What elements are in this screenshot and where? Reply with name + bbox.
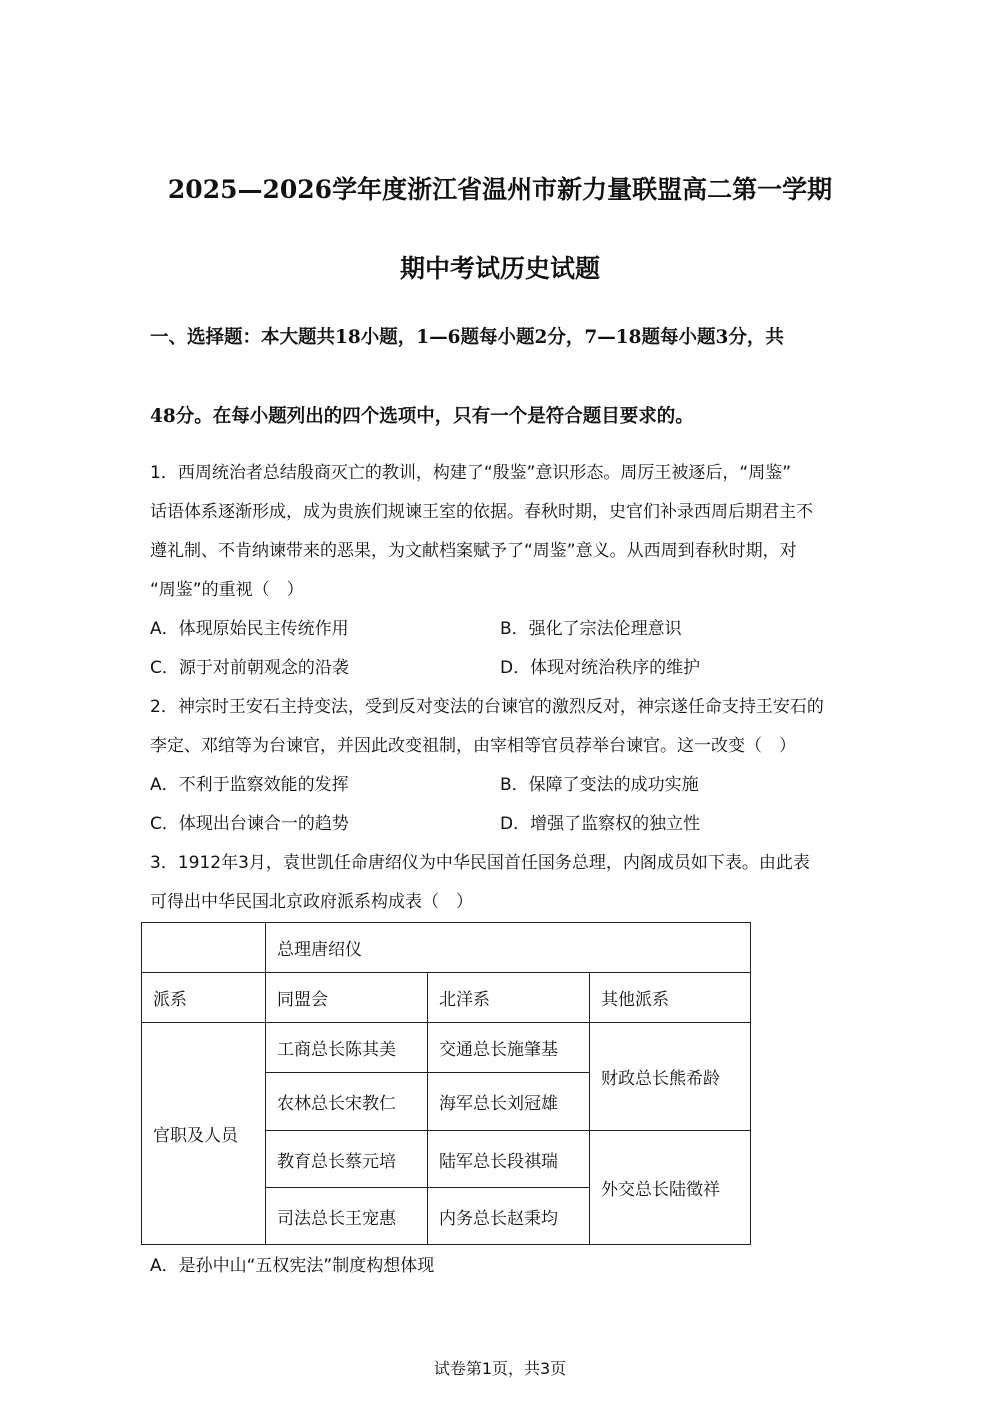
exam-title-line2: 期中考试历史试题 [399, 254, 600, 283]
q2-stem-line1: 2．神宗时王安石主持变法，受到反对变法的台谏官的激烈反对，神宗遂任命支持王安石的 [150, 697, 824, 717]
q1-stem-line2: 话语体系逐渐形成，成为贵族们规谏王室的依据。春秋时期，史官们补录西周后期君主不 [150, 502, 813, 522]
tongmenghui-member: 工商总长陈其美 [266, 1023, 428, 1073]
tongmenghui-member: 农林总长宋教仁 [266, 1073, 428, 1131]
beiyang-member: 陆军总长段祺瑞 [428, 1131, 590, 1188]
q1-option-c: C．源于对前朝观念的沿袭 [150, 658, 349, 678]
q1-option-b: B．强化了宗法伦理意识 [500, 619, 682, 639]
tongmenghui-member: 司法总长王宠惠 [266, 1188, 428, 1245]
q1-stem-line1: 1．西周统治者总结殷商灭亡的教训，构建了“殷鉴”意识形态。周厉王被逐后，“周鉴” [150, 463, 792, 483]
posts-label-cell: 官职及人员 [142, 1023, 266, 1245]
q2-option-a: A．不利于监察效能的发挥 [150, 775, 349, 795]
section-header-line2: 48分。在每小题列出的四个选项中，只有一个是符合题目要求的。 [150, 406, 694, 427]
q3-stem-line1: 3．1912年3月，袁世凯任命唐绍仪为中华民国首任国务总理，内阁成员如下表。由此表 [150, 853, 810, 873]
beiyang-member: 交通总长施肇基 [428, 1023, 590, 1073]
others-member: 财政总长熊希龄 [590, 1023, 751, 1131]
table-cell-empty [142, 923, 266, 973]
beiyang-member: 内务总长赵秉均 [428, 1188, 590, 1245]
q1-stem-line3: 遵礼制、不肯纳谏带来的恶果，为文献档案赋予了“周鉴”意义。从西周到春秋时期，对 [150, 541, 797, 561]
premier-cell: 总理唐绍仪 [266, 923, 751, 973]
q1-option-d: D．体现对统治秩序的维护 [500, 658, 701, 678]
tongmenghui-member: 教育总长蔡元培 [266, 1131, 428, 1188]
q2-option-c: C．体现出台谏合一的趋势 [150, 814, 349, 834]
table-row [142, 973, 751, 1023]
faction-tongmenghui: 同盟会 [266, 973, 428, 1023]
cabinet-table [141, 922, 751, 1245]
faction-label-cell: 派系 [142, 973, 266, 1023]
others-member: 外交总长陆徵祥 [590, 1131, 751, 1245]
section-header-line1: 一、选择题：本大题共18小题，1—6题每小题2分，7—18题每小题3分，共 [150, 327, 784, 348]
q1-stem-line4: “周鉴”的重视（ ） [150, 580, 304, 600]
q3-stem-line2: 可得出中华民国北京政府派系构成表（ ） [150, 892, 473, 912]
q3-option-a: A．是孙中山“五权宪法”制度构想体现 [150, 1256, 435, 1276]
q2-option-b: B．保障了变法的成功实施 [500, 775, 699, 795]
faction-others: 其他派系 [590, 973, 751, 1023]
q1-option-a: A．体现原始民主传统作用 [150, 619, 349, 639]
table-row [142, 923, 751, 973]
faction-beiyang: 北洋系 [428, 973, 590, 1023]
page-footer: 试卷第1页，共3页 [433, 1359, 567, 1378]
q2-option-d: D．增强了监察权的独立性 [500, 814, 701, 834]
q2-stem-line2: 李定、邓绾等为台谏官，并因此改变祖制，由宰相等官员荐举台谏官。这一改变（ ） [150, 736, 796, 756]
exam-title-line1: 2025—2026学年度浙江省温州市新力量联盟高二第一学期 [167, 175, 833, 204]
table-row [142, 1023, 751, 1073]
beiyang-member: 海军总长刘冠雄 [428, 1073, 590, 1131]
